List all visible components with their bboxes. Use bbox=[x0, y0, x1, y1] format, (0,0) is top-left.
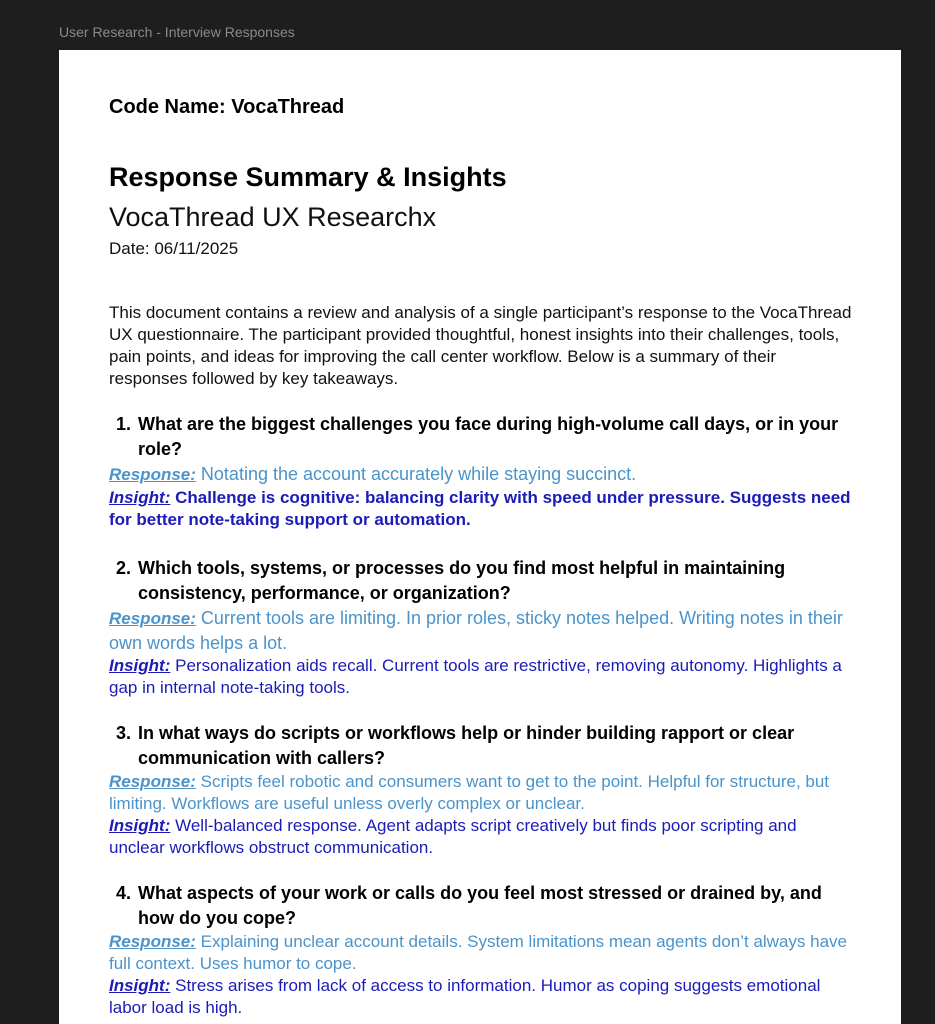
insight bbox=[109, 655, 854, 699]
response-text: Current tools are limiting. In prior roles, sticky notes helped. Writing notes in their own words helps a lot. bbox=[109, 608, 843, 653]
response bbox=[109, 931, 854, 975]
code-name: Code Name: VocaThread bbox=[109, 96, 345, 118]
question-text: What are the biggest challenges you face during high-volume call days, or in your role? bbox=[138, 414, 839, 459]
question bbox=[109, 412, 854, 462]
insight-label: Insight: bbox=[109, 976, 171, 995]
qa-item bbox=[109, 412, 854, 531]
question bbox=[109, 556, 854, 606]
page-subtitle: VocaThread UX Researchx bbox=[109, 202, 437, 232]
question-number: 3. bbox=[115, 723, 131, 743]
question-text: In what ways do scripts or workflows help or hinder building rapport or clear communication with callers? bbox=[138, 723, 795, 768]
insight-label: Insight: bbox=[109, 816, 171, 835]
response bbox=[109, 771, 854, 815]
response bbox=[109, 606, 854, 655]
insight bbox=[109, 975, 854, 1019]
qa-item bbox=[109, 721, 854, 859]
intro-paragraph: This document contains a review and analysis of a single participant’s response to the VocaThread UX questionnaire. The participant provided thoughtful, honest insights into their challenges, tools, pain points, and ideas for improving the call center workflow. Below is a summary of their responses followed by key takeaways. bbox=[109, 303, 852, 388]
response-text: Notating the account accurately while staying succinct. bbox=[195, 464, 637, 484]
question-number: 1. bbox=[115, 414, 131, 434]
insight-text: Personalization aids recall. Current tools are restrictive, removing autonomy. Highlights a gap in internal note-taking tools. bbox=[109, 656, 842, 697]
window-title: User Research - Interview Responses bbox=[59, 24, 295, 40]
insight-text: Stress arises from lack of access to information. Humor as coping suggests emotional labor load is high. bbox=[109, 976, 821, 1017]
question-text: Which tools, systems, or processes do you find most helpful in maintaining consistency, performance, or organization? bbox=[138, 558, 786, 603]
qa-item bbox=[109, 881, 854, 1019]
insight-text: Well-balanced response. Agent adapts script creatively but finds poor scripting and unclear workflows obstruct communication. bbox=[109, 816, 797, 857]
question-number: 4. bbox=[115, 883, 131, 903]
response-text: Scripts feel robotic and consumers want to get to the point. Helpful for structure, but limiting. Workflows are useful unless overly complex or unclear. bbox=[109, 772, 830, 813]
response-label: Response: bbox=[109, 932, 196, 951]
qa-item bbox=[109, 556, 854, 699]
question bbox=[109, 881, 854, 931]
response-label: Response: bbox=[109, 609, 196, 628]
response bbox=[109, 462, 854, 487]
insight bbox=[109, 815, 854, 859]
response-text: Explaining unclear account details. System limitations mean agents don’t always have full context. Uses humor to cope. bbox=[109, 932, 847, 973]
response-label: Response: bbox=[109, 465, 196, 484]
insight-label: Insight: bbox=[109, 488, 171, 507]
question-number: 2. bbox=[115, 558, 131, 578]
document-page bbox=[59, 50, 901, 1024]
insight-text: Challenge is cognitive: balancing clarity with speed under pressure. Suggests need for better note-taking support or automation. bbox=[109, 488, 851, 529]
insight-label: Insight: bbox=[109, 656, 171, 675]
document-date: Date: 06/11/2025 bbox=[109, 239, 239, 258]
response-label: Response: bbox=[109, 772, 196, 791]
page-title: Response Summary & Insights bbox=[109, 162, 507, 192]
insight bbox=[109, 487, 854, 531]
question-text: What aspects of your work or calls do you feel most stressed or drained by, and how do you cope? bbox=[138, 883, 822, 928]
question bbox=[109, 721, 854, 771]
